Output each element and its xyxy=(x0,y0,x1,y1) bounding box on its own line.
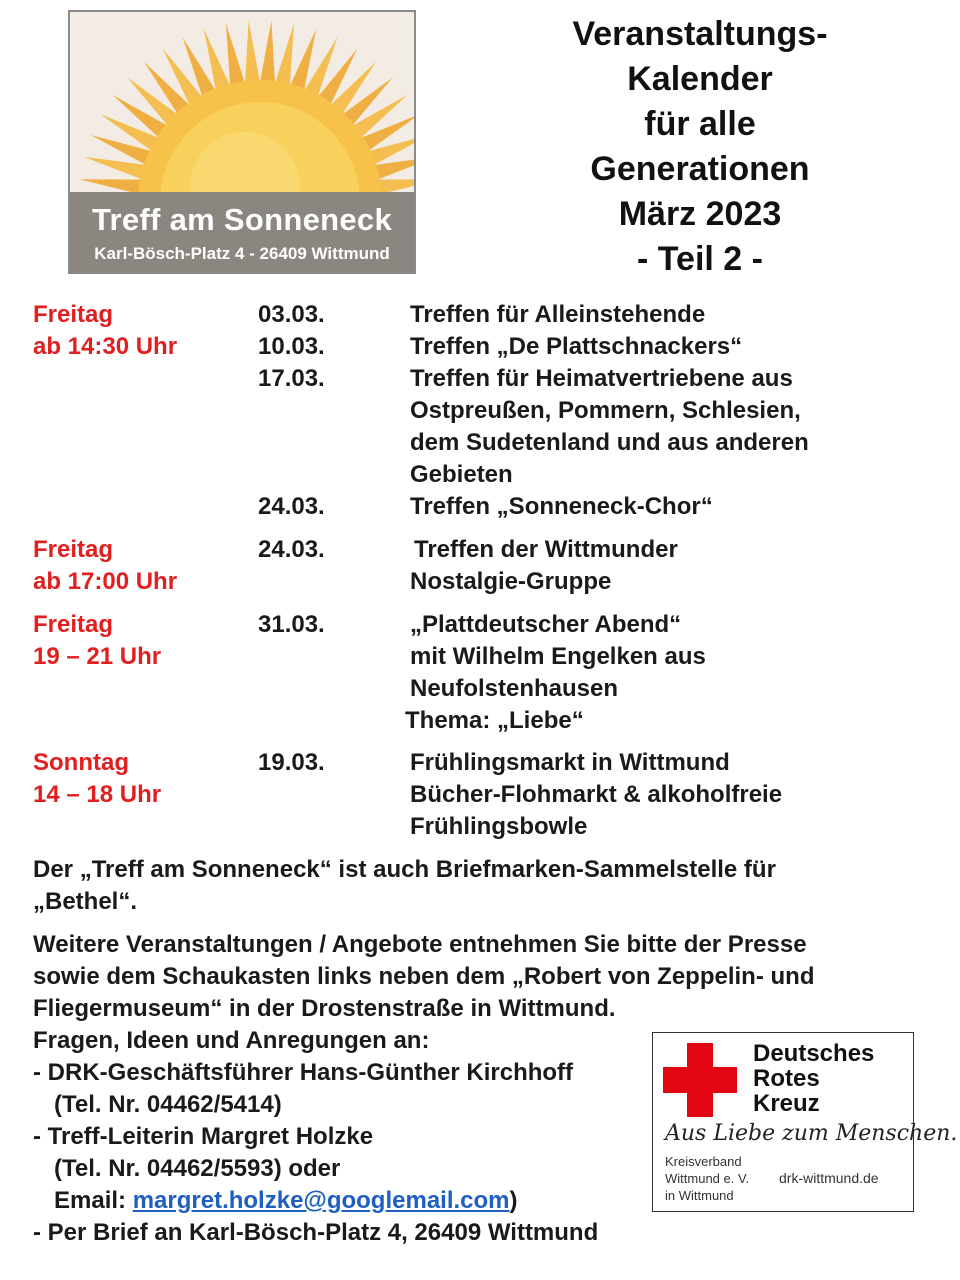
contact-item: - DRK-Geschäftsführer Hans-Günther Kirchhoff xyxy=(33,1059,574,1086)
bethel-note: Der „Treff am Sonneneck“ ist auch Briefmarken-Sammelstelle für xyxy=(33,856,776,883)
event1-date3: 17.03. xyxy=(258,365,325,392)
contact-email-row xyxy=(54,1185,518,1217)
event2-text: Treffen der Wittmunder xyxy=(414,536,678,563)
treff-logo xyxy=(68,10,416,274)
drk-name xyxy=(753,1041,874,1116)
title-line: Kalender xyxy=(627,60,773,98)
contact-heading: Fragen, Ideen und Anregungen an: xyxy=(33,1027,430,1054)
drk-kv-line: Wittmund e. V. xyxy=(665,1171,750,1186)
event1-date2: 10.03. xyxy=(258,333,325,360)
event1-text3: Gebieten xyxy=(410,461,513,488)
email-close: ) xyxy=(509,1187,518,1214)
event2-date: 24.03. xyxy=(258,536,325,563)
event2-text: Nostalgie-Gruppe xyxy=(410,568,612,595)
event4-text: Frühlingsbowle xyxy=(410,813,588,840)
event3-text: „Plattdeutscher Abend“ xyxy=(410,611,682,638)
event1-date1: 03.03. xyxy=(258,301,325,328)
event1-text4: Treffen „Sonneneck-Chor“ xyxy=(410,493,713,520)
event4-date: 19.03. xyxy=(258,749,325,776)
page-title xyxy=(528,12,872,282)
red-cross-icon xyxy=(663,1043,737,1117)
title-line: für alle xyxy=(644,105,756,143)
further-note: Weitere Veranstaltungen / Angebote entnehmen Sie bitte der Presse xyxy=(33,931,807,958)
logo-title: Treff am Sonneneck xyxy=(92,202,392,237)
sun-painting-icon xyxy=(70,12,414,202)
drk-slogan: Aus Liebe zum Menschen. xyxy=(665,1121,958,1146)
drk-name-line: Kreuz xyxy=(753,1090,820,1117)
event4-text: Bücher-Flohmarkt & alkoholfreie xyxy=(410,781,783,808)
email-link[interactable]: margret.holzke@googlemail.com xyxy=(132,1187,510,1214)
drk-name-line: Deutsches xyxy=(753,1040,875,1067)
drk-name-line: Rotes xyxy=(753,1065,820,1092)
drk-website[interactable]: drk-wittmund.de xyxy=(779,1170,879,1186)
contact-item: - Treff-Leiterin Margret Holzke xyxy=(33,1123,374,1150)
drk-logo xyxy=(652,1032,958,1212)
contact-phone: (Tel. Nr. 04462/5593) oder xyxy=(54,1155,341,1182)
event3-text: Neufolstenhausen xyxy=(410,675,619,702)
title-line: - Teil 2 - xyxy=(637,240,763,278)
logo-band xyxy=(70,192,414,272)
drk-kv-line: in Wittmund xyxy=(665,1188,734,1203)
event1-text3: dem Sudetenland und aus anderen xyxy=(410,429,809,456)
bethel-note: „Bethel“. xyxy=(33,888,138,915)
event1-date4: 24.03. xyxy=(258,493,325,520)
title-line: März 2023 xyxy=(618,195,782,233)
event1-day: Freitag xyxy=(33,301,114,328)
event4-time: 14 – 18 Uhr xyxy=(33,781,162,808)
title-line: Generationen xyxy=(590,150,810,188)
further-note: sowie dem Schaukasten links neben dem „Robert von Zeppelin- und xyxy=(33,963,815,990)
drk-kreisverband xyxy=(665,1153,749,1204)
event4-day: Sonntag xyxy=(33,749,129,776)
title-line: Veranstaltungs- xyxy=(572,15,828,53)
event1-text3: Ostpreußen, Pommern, Schlesien, xyxy=(410,397,801,424)
event3-text: Thema: „Liebe“ xyxy=(405,707,584,734)
event3-day: Freitag xyxy=(33,611,114,638)
logo-address: Karl-Bösch-Platz 4 - 26409 Wittmund xyxy=(94,244,390,263)
email-label: Email: xyxy=(54,1187,133,1214)
event3-text: mit Wilhelm Engelken aus xyxy=(410,643,706,670)
event1-text3: Treffen für Heimatvertriebene aus xyxy=(410,365,793,392)
further-note: Fliegermuseum“ in der Drostenstraße in Wittmund. xyxy=(33,995,616,1022)
event1-text2: Treffen „De Plattschnackers“ xyxy=(410,333,743,360)
event1-time: ab 14:30 Uhr xyxy=(33,333,178,360)
contact-item: - Per Brief an Karl-Bösch-Platz 4, 26409 Wittmund xyxy=(33,1219,599,1246)
event3-date: 31.03. xyxy=(258,611,325,638)
event2-time: ab 17:00 Uhr xyxy=(33,568,178,595)
contact-phone: (Tel. Nr. 04462/5414) xyxy=(54,1091,282,1118)
event1-text1: Treffen für Alleinstehende xyxy=(410,301,706,328)
event3-time: 19 – 21 Uhr xyxy=(33,643,162,670)
drk-kv-line: Kreisverband xyxy=(665,1154,742,1169)
event2-day: Freitag xyxy=(33,536,114,563)
event4-text: Frühlingsmarkt in Wittmund xyxy=(410,749,730,776)
